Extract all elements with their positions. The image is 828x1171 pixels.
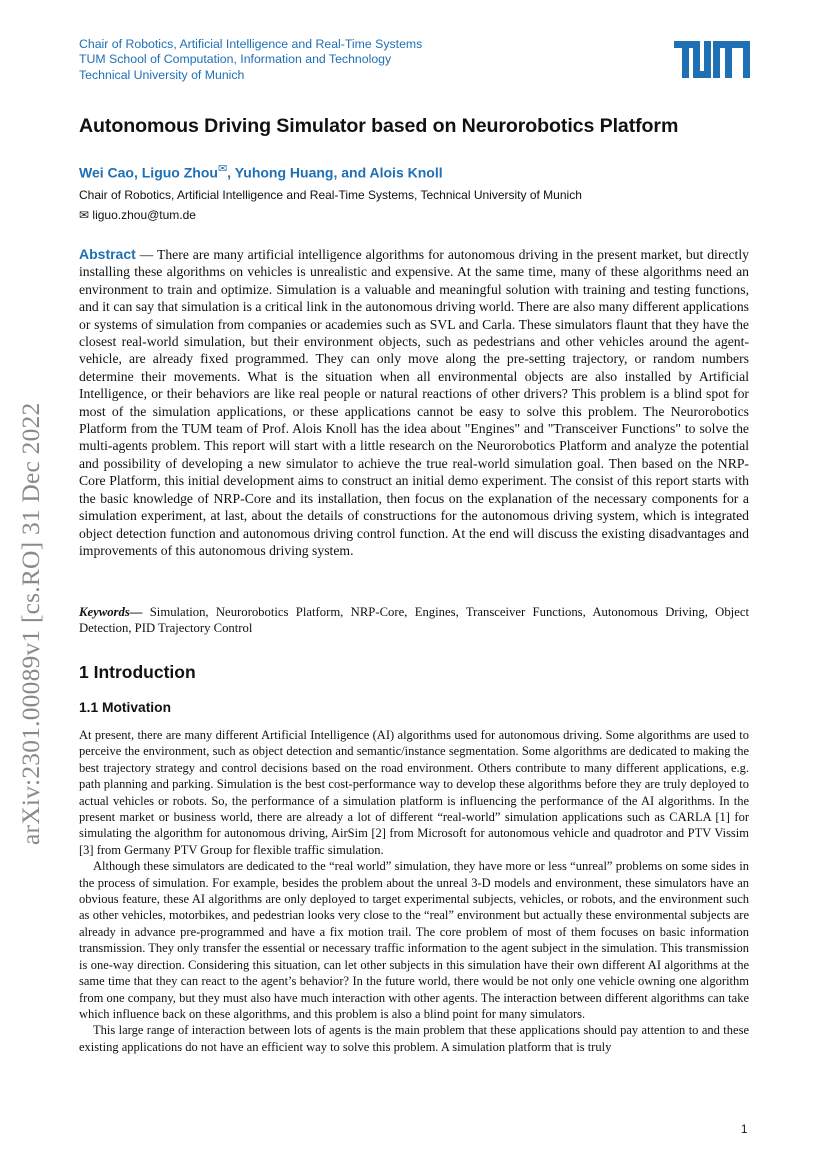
authors-text: Wei Cao, Liguo Zhou [79,164,218,181]
keywords-label: Keywords— [79,605,143,619]
author-affiliation: Chair of Robotics, Artificial Intelligence and Real-Time Systems, Technical University of Munich [79,188,582,202]
affiliation-line: Technical University of Munich [79,67,245,82]
abstract-label: Abstract [79,246,136,262]
body-paragraph: At present, there are many different Artificial Intelligence (AI) algorithms used for autonomous driving. Some algorithms are used to perceive the environment, such as object detection and semantic/instance segmentation. Some algorithms are dedicated to making the best trajectory strategy and control decisions based on the road environment. Others contribute to many different applications, e.g. path planning and parking. Simulation is the best cost-performance way to develop these algorithms before they are truly deployed to actual vehicles or robots. So, the performance of a simulation platform is influencing the performance of the AI algorithms. In the present market or business world, there are already a lot of different “real-world” simulation applications such as CARLA [1] for simulating the algorithm for autonomous driving, AirSim [2] from Microsoft for autonomous vehicle and quadrotor and PTV Vissim [3] from Germany PTV Group for flexible traffic simulation. [79,728,749,857]
keywords-text: Simulation, Neurorobotics Platform, NRP-Core, Engines, Transceiver Functions, Autonomous Driving, Object Detection, PID Trajectory Control [79,605,749,636]
page-number: 1 [741,1124,748,1136]
section-heading: 1 Introduction [79,662,196,682]
author-email[interactable]: liguo.zhou@tum.de [92,208,196,222]
section-body [79,727,749,1055]
paper-title: Autonomous Driving Simulator based on Neurorobotics Platform [79,115,679,137]
email-line [79,208,196,222]
abstract-text: — There are many artificial intelligence algorithms for autonomous driving in the present market, but directly installing these algorithms on vehicles is unrealistic and expensive. At the same time, many of these algorithms need an environment to train and optimize. Simulation is a valuable and meaningful solution with training and testing functions, and it can say that simulation is a critical link in the autonomous driving world. There are also many different applications or systems of simulation from companies or academies such as SVL and Carla. These simulators flaunt that they have the closest real-world simulation, but their environment objects, such as pedestrians and other vehicles around the agent-vehicle, are already fixed programmed. They can only move along the pre-setting trajectory, or random numbers determine their movements. What is the situation when all environmental objects are also installed by Artificial Intelligence, or their behaviors are like real people or natural reactions of other drivers? This problem is a blind spot for most of the simulation applications, or these applications cannot be easy to solve this problem. The Neurorobotics Platform from the TUM team of Prof. Alois Knoll has the idea about "Engines" and "Transceiver Functions" to solve the multi-agents problem. This report will start with a little research on the Neurorobotics Platform and analyze the potential and possibility of developing a new simulator to achieve the true real-world simulation goal. Then based on the NRP-Core Platform, this initial development aims to construct an initial demo experiment. The consist of this report starts with the basic knowledge of NRP-Core and its installation, then focus on the explanation of the necessary components for a simulation experiment, at last, about the details of constructions for the autonomous driving system, which is integrated object detection function and autonomous driving control function. At the end will discuss the existing disadvantages and improvements of this autonomous driving system. [79,247,749,558]
keywords [79,604,749,637]
affiliation-line: Chair of Robotics, Artificial Intelligence and Real-Time Systems [79,37,423,51]
author-list [79,162,443,181]
affiliation-line: TUM School of Computation, Information and Technology [79,52,392,67]
subsection-heading: 1.1 Motivation [79,700,171,715]
tum-logo [674,41,750,78]
envelope-icon: ✉ [79,208,90,222]
body-paragraph: This large range of interaction between lots of agents is the main problem that these applications should pay attention to and these existing applications do not have an efficient way to solve this problem. A simulation platform that is truly [79,1023,749,1054]
abstract [79,246,749,559]
body-paragraph: Although these simulators are dedicated to the “real world” simulation, they have more or less “unreal” problems on some sides in the process of simulation. For example, besides the problem about the unreal 3-D models and environment, these simulators have an obvious feature, these AI algorithms are only deployed to target experimental subjects, vehicles, or robots, and the environment such as other vehicles, motorbikes, and pedestrian looks very close to the “real” environment but actually these environmental subjects are already in advance pre-programmed and have a fix motion trail. The core problem of most of them focuses on basic information transmission. They only transfer the essential or necessary traffic information to the agent subject in the simulation. This transmission is one-way direction. Considering this situation, can let other subjects in this simulation have their own different AI algorithms at the same time that they can react to the agent’s behavior? In the future world, there would be not only one vehicle owning one algorithm from one company, but they must also have much interaction with other agents. The interaction between different algorithms can take which influence back on these algorithms, and this problem is also a blind point for many simulators. [79,859,749,1021]
corresponding-mail-icon: ✉ [217,163,228,175]
authors-text: , Yuhong Huang, and Alois Knoll [227,164,443,181]
header-affiliation [79,37,422,83]
arxiv-stamp: arXiv:2301.00089v1 [cs.RO] 31 Dec 2022 [16,402,45,845]
